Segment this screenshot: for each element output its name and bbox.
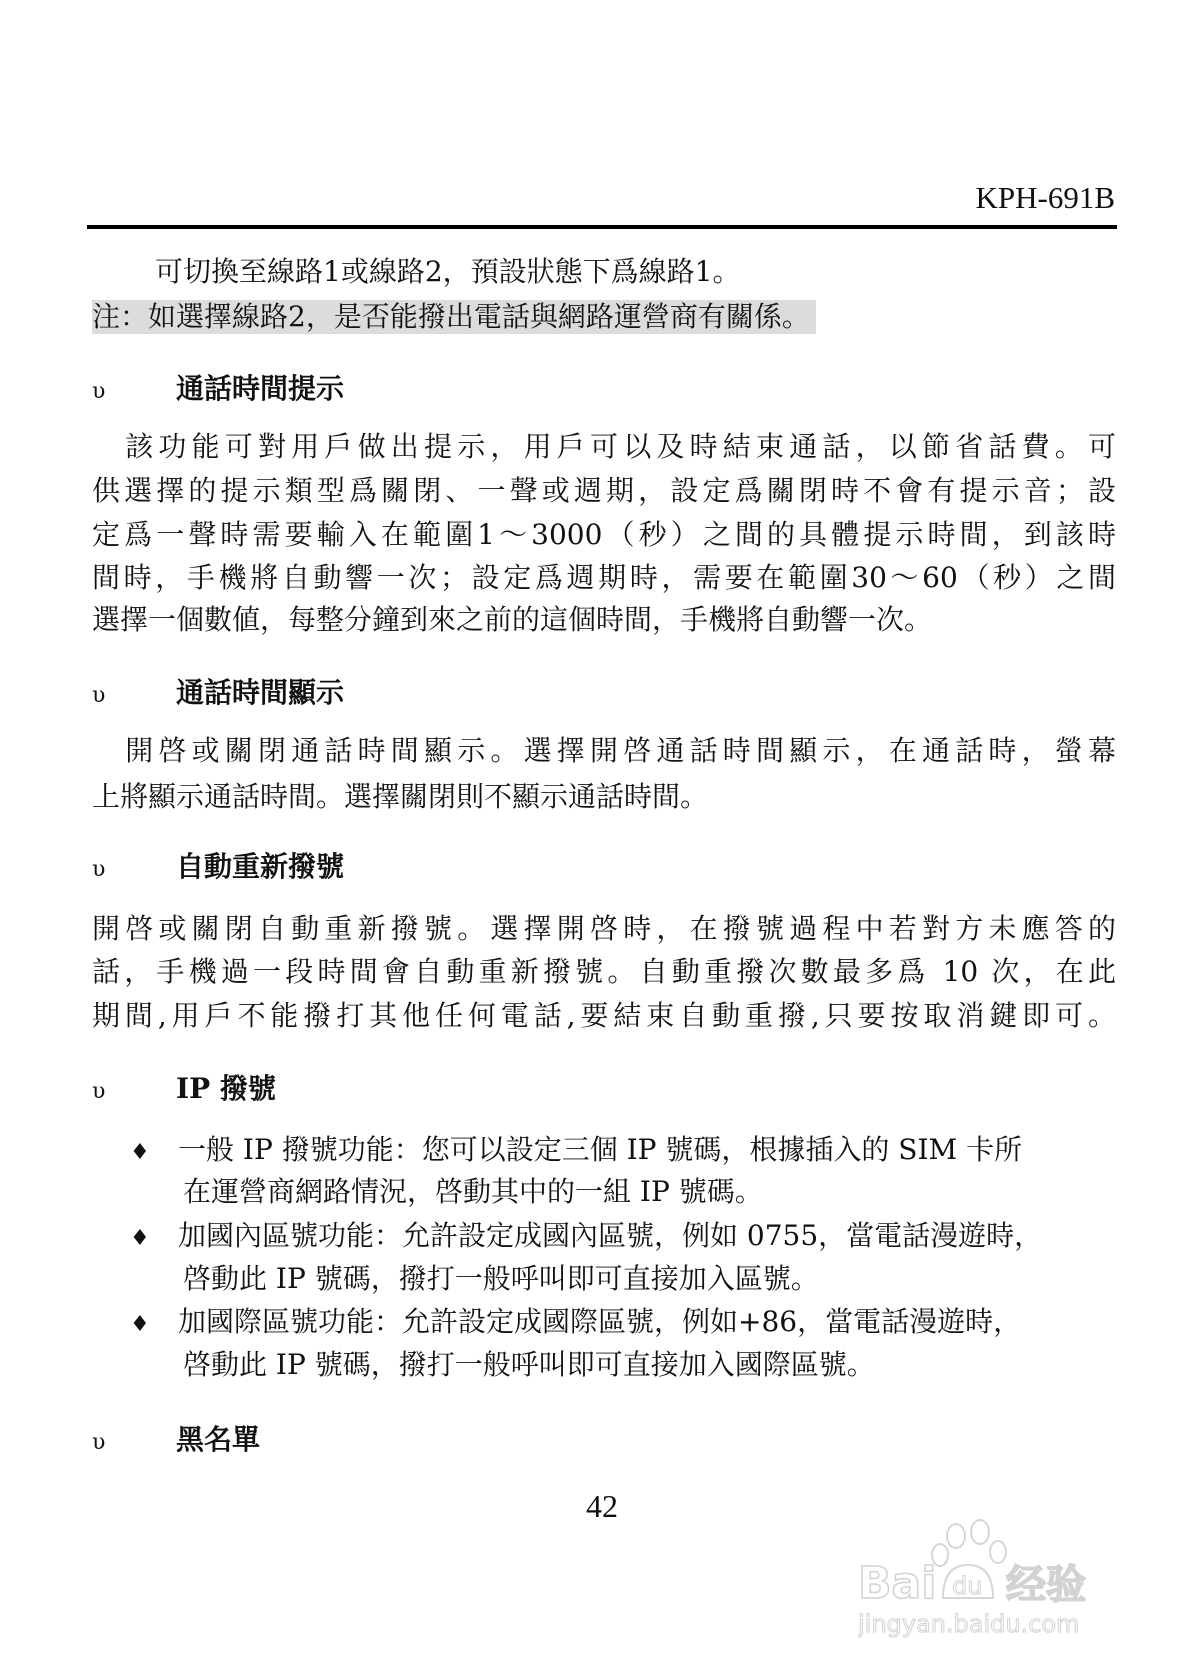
- intro-line: 可切換至線路1或線路2，預設狀態下爲線路1。: [155, 255, 741, 288]
- bullet-icon: υ: [92, 379, 106, 404]
- section-heading: υ 通話時間顯示: [92, 676, 344, 713]
- list-item-cont: 啓動此 IP 號碼，撥打一般呼叫即可直接加入國際區號。: [183, 1348, 875, 1381]
- page-number: 42: [586, 1488, 618, 1524]
- list-item-cont: 啓動此 IP 號碼，撥打一般呼叫即可直接加入區號。: [183, 1262, 819, 1295]
- section-heading: υ 自動重新撥號: [92, 850, 344, 887]
- svg-text:du: du: [952, 1572, 983, 1600]
- diamond-bullet-icon: ♦: [130, 1140, 150, 1165]
- paragraph-line: 選擇一個數値，每整分鐘到來之前的這個時間，手機將自動響一次。: [92, 603, 933, 636]
- paragraph-line: 定爲一聲時需要輸入在範圍1～3000（秒）之間的具體提示時間，到該時: [92, 518, 1116, 551]
- section-heading: υ 黑名單: [92, 1423, 260, 1460]
- paragraph-line: 開啓或關閉自動重新撥號。選擇開啓時，在撥號過程中若對方未應答的: [92, 912, 1116, 945]
- paragraph-line: 開啓或關閉通話時間顯示。選擇開啓通話時間顯示，在通話時，螢幕: [92, 734, 1116, 767]
- diamond-bullet-icon: ♦: [130, 1226, 150, 1251]
- list-item: ♦ 加國內區號功能：允許設定成國內區號，例如 0755，當電話漫遊時，: [130, 1219, 1042, 1256]
- svg-text:Bai: Bai: [858, 1558, 937, 1609]
- list-item: ♦ 加國際區號功能：允許設定成國際區號，例如+86，當電話漫遊時，: [130, 1305, 1021, 1342]
- section-heading: υ IP 撥號: [92, 1072, 276, 1109]
- diamond-bullet-icon: ♦: [130, 1312, 150, 1337]
- header-rule: [87, 225, 1117, 229]
- bullet-icon: υ: [92, 683, 106, 708]
- paragraph-line: 上將顯示通話時間。選擇關閉則不顯示通話時間。: [92, 780, 709, 813]
- section-heading: υ 通話時間提示: [92, 372, 344, 409]
- bullet-icon: υ: [92, 1079, 106, 1104]
- svg-text:经验: 经验: [1006, 1562, 1086, 1608]
- paragraph-line: 話，手機過一段時間會自動重新撥號。自動重撥次數最多爲 10 次，在此: [92, 955, 1116, 988]
- list-item-cont: 在運營商網路情況，啓動其中的一組 IP 號碼。: [183, 1175, 763, 1208]
- list-item: ♦ 一般 IP 撥號功能：您可以設定三個 IP 號碼，根據插入的 SIM 卡所: [130, 1133, 1022, 1170]
- paragraph-line: 供選擇的提示類型爲關閉、一聲或週期，設定爲關閉時不會有提示音；設: [92, 474, 1116, 507]
- paragraph-line: 間時，手機將自動響一次；設定爲週期時，需要在範圍30～60（秒）之間: [92, 561, 1116, 594]
- paragraph-line: 期間,用戶不能撥打其他任何電話,要結束自動重撥,只要按取消鍵即可。: [92, 999, 1116, 1032]
- model-header: KPH-691B: [975, 180, 1115, 215]
- bullet-icon: υ: [92, 857, 106, 882]
- baidu-watermark-logo: [858, 1510, 1138, 1640]
- bullet-icon: υ: [92, 1430, 106, 1455]
- paragraph-line: 該功能可對用戶做出提示，用戶可以及時結束通話，以節省話費。可: [92, 430, 1116, 463]
- svg-text:jingyan.baidu.com: jingyan.baidu.com: [858, 1610, 1080, 1638]
- intro-note: 注：如選擇線路2，是否能撥出電話與網路運營商有關係。: [92, 300, 816, 334]
